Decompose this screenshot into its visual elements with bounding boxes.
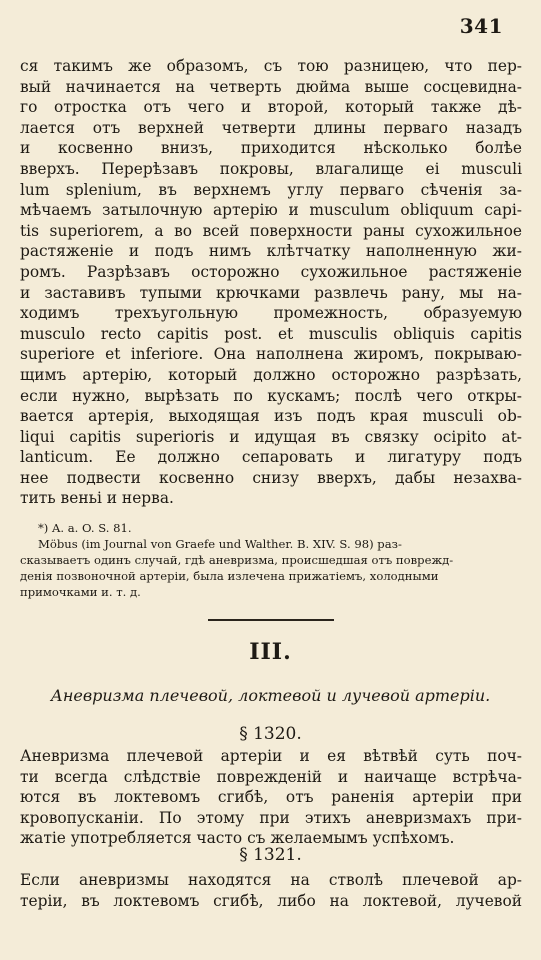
paragraph-1321 xyxy=(20,870,522,911)
text-line: щимъ артерію, который должно осторожно разрѣзать, xyxy=(20,365,522,384)
text-line: нее подвести косвенно снизу вверхъ, дабы незахва- xyxy=(20,468,522,487)
text-line: lum splenium, въ верхнемъ углу перваго сѣченія за- xyxy=(20,180,522,199)
footnote xyxy=(20,520,522,600)
text-line: мѣчаемъ затылочную артерію и musculum obliquum capi- xyxy=(20,201,522,220)
text-line: и косвенно внизъ, приходится нѣсколько болѣе xyxy=(20,139,522,158)
text-line: тить веньі и нерва. xyxy=(20,489,174,508)
footnote-line: Möbus (im Journal von Graefe und Walther. B. XIV. S. 98) раз- xyxy=(38,537,402,551)
text-line: liqui capitis superioris и идущая въ связку ocipito at- xyxy=(20,427,522,446)
text-line: кровопусканіи. По этому при этихъ аневризмахъ при- xyxy=(20,808,522,827)
text-line: вверхъ. Перерѣзавъ покровы, влагалище ei musculi xyxy=(20,159,522,178)
body-text xyxy=(20,56,522,509)
text-line: superiore et inferiore. Она наполнена жиромъ, покрываю- xyxy=(20,345,522,364)
text-line: tis superiorem, а во всей поверхности раны сухожильное xyxy=(20,221,522,240)
text-line: Аневризма плечевой артеріи и ея вѣтвѣй суть поч- xyxy=(20,747,522,765)
text-line: жатіе употребляется часто съ желаемымъ успѣхомъ. xyxy=(20,829,455,848)
text-line: вается артерія, выходящая изъ подъ края musculi ob- xyxy=(20,407,522,426)
footnote-line: примочками и. т. д. xyxy=(20,585,141,599)
footnote-line: *) A. a. O. S. 81. xyxy=(38,521,132,535)
chapter-number: III. xyxy=(249,639,292,665)
text-line: го отростка отъ чего и второй, который также дѣ- xyxy=(20,98,522,117)
text-line: ромъ. Разрѣзавъ осторожно сухожильное растяженіе xyxy=(20,262,522,281)
text-line: lanticum. Ее должно сепаровать и лигатуру подъ xyxy=(20,448,522,467)
text-line: ти всегда слѣдствіе поврежденій и наичаще встрѣча- xyxy=(20,767,522,786)
text-line: теріи, въ локтевомъ сгибѣ, либо на локтевой, лучевой xyxy=(20,891,522,910)
text-line: ются въ локтевомъ сгибѣ, отъ раненія артеріи при xyxy=(20,788,522,807)
text-line: и заставивъ тупыми крючками развлечь рану, мы на- xyxy=(20,283,522,302)
text-line: лается отъ верхней четверти длины перваго назадъ xyxy=(20,118,522,137)
text-line: Если аневризмы находятся на стволѣ плечевой ар- xyxy=(20,871,522,889)
text-line: растяженіе и подъ нимъ клѣтчатку наполненную жи- xyxy=(20,242,522,261)
page-number: 341 xyxy=(459,14,503,38)
section-divider xyxy=(208,619,334,621)
section-heading-1321: § 1321. xyxy=(239,845,302,865)
paragraph-1320 xyxy=(20,746,522,849)
text-line: если нужно, вырѣзать по кускамъ; послѣ чего откры- xyxy=(20,386,522,405)
text-line: ходимъ трехъугольную промежность, образуемую xyxy=(20,304,522,323)
text-line: ся такимъ же образомъ, съ тою разницею, что пер- xyxy=(20,57,522,75)
text-line: вый начинается на четверть дюйма выше сосцевидна- xyxy=(20,77,522,96)
text-line: musculo recto capitis post. et musculis obliquis capitis xyxy=(20,324,522,343)
section-heading-1320: § 1320. xyxy=(239,724,302,744)
footnote-line: денія позвоночной артеріи, была излечена прижатіемъ, холодными xyxy=(20,569,439,583)
footnote-line: сказываетъ одинъ случай, гдѣ аневризма, происшедшая отъ поврежд- xyxy=(20,553,454,567)
chapter-title: Аневризма плечевой, локтевой и лучевой артеріи. xyxy=(50,686,491,705)
